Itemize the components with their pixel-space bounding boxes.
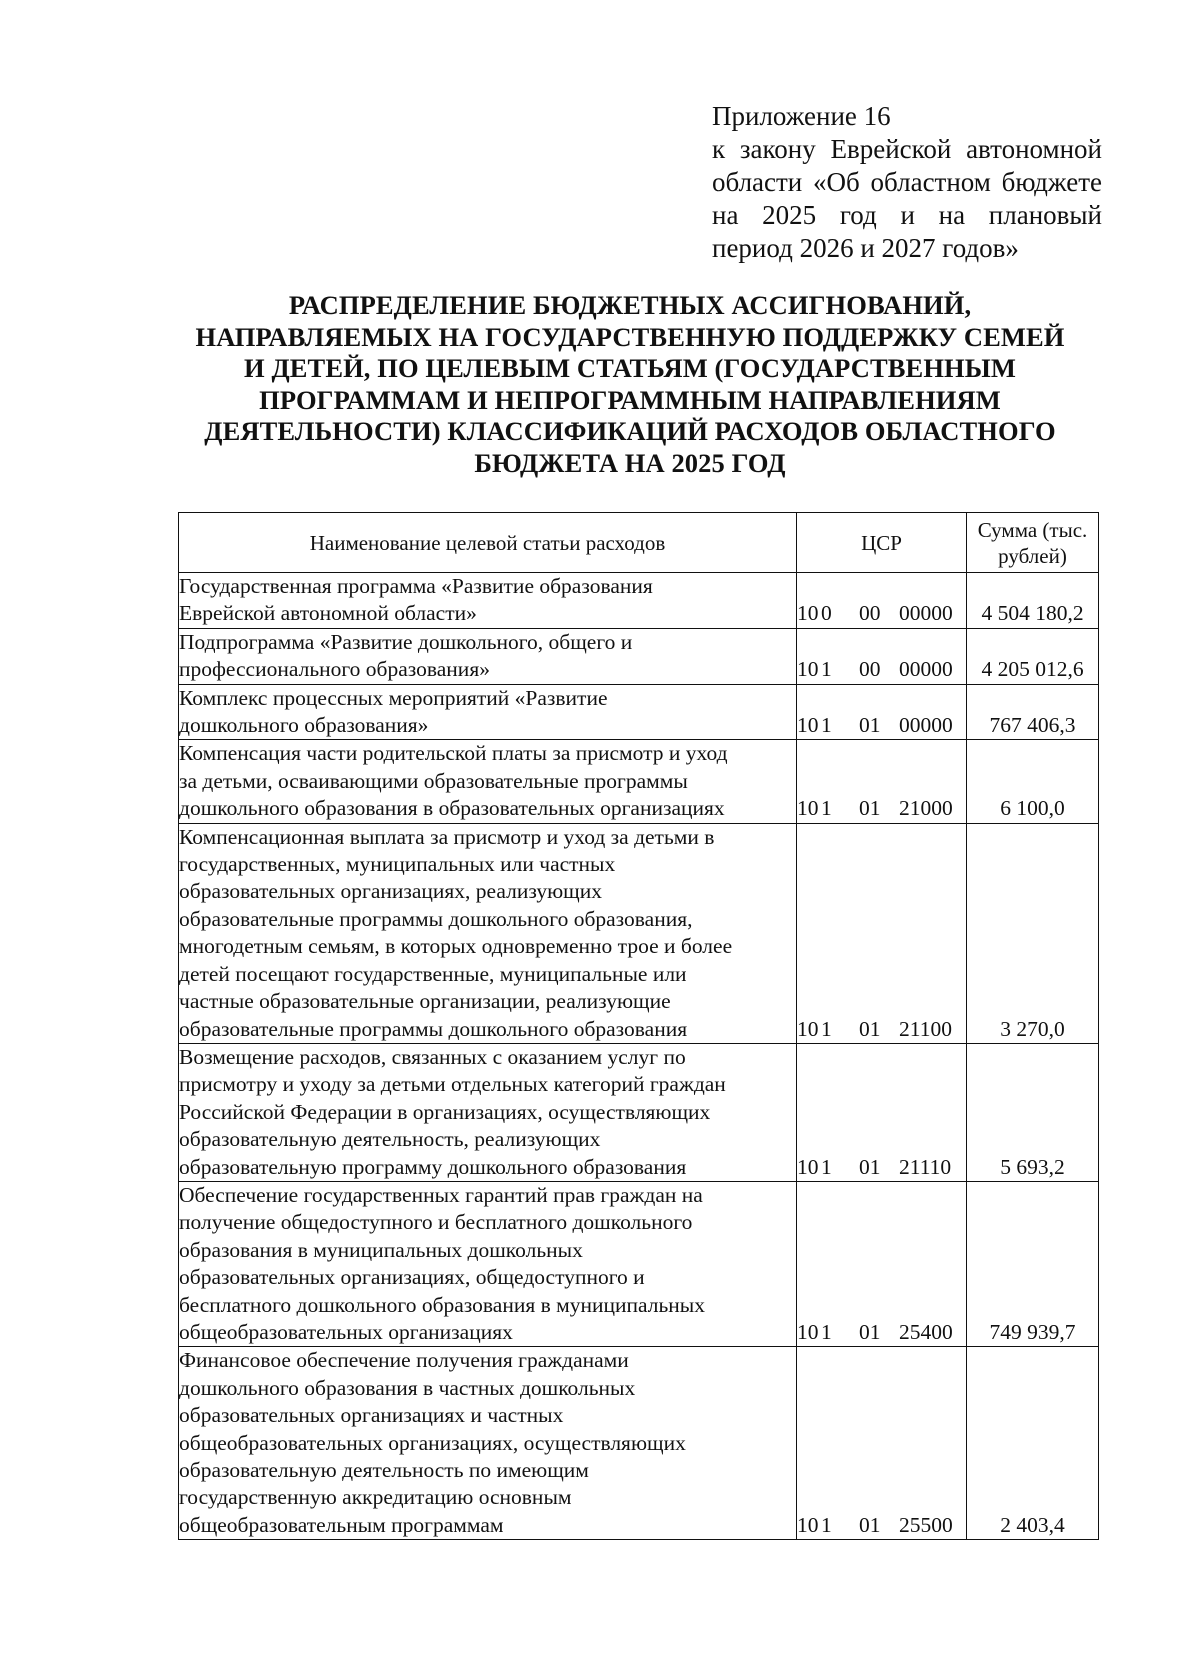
row-name-line: Государственная программа «Развитие образования <box>179 574 653 598</box>
row-name-cell <box>179 823 797 1043</box>
row-code-segment: 00000 <box>899 713 953 738</box>
row-name-cell <box>179 628 797 684</box>
row-code-segment: 00000 <box>899 657 953 682</box>
row-name-line: образовательную программу дошкольного образования <box>179 1154 687 1179</box>
row-sum-cell: 4 205 012,6 <box>967 628 1099 684</box>
table-row <box>179 1043 1099 1181</box>
row-name-line: получение общедоступного и бесплатного дошкольного <box>179 1210 693 1235</box>
row-code-cell <box>797 684 967 740</box>
row-code-segment: 1 <box>821 713 832 738</box>
row-name-line: Подпрограмма «Развитие дошкольного, общего и <box>179 629 633 654</box>
row-sum-cell: 6 100,0 <box>967 740 1099 823</box>
row-name-line: присмотру и уходу за детьми отдельных категорий граждан <box>179 1072 726 1097</box>
appendix-line-2: к закону Еврейской автономной <box>712 134 1102 164</box>
table-row <box>179 573 1099 629</box>
row-code-segment: 00000 <box>899 601 953 626</box>
row-code-segment: 1 <box>821 1016 832 1041</box>
row-code-segment: 00 <box>859 601 881 626</box>
row-name-line: общеобразовательных организациях <box>179 1319 513 1344</box>
row-code-cell <box>797 1181 967 1346</box>
row-name-cell <box>179 1181 797 1346</box>
row-code-segment: 10 <box>797 713 819 738</box>
row-name-line: Обеспечение государственных гарантий прав граждан на <box>179 1182 703 1207</box>
row-code-segment: 21000 <box>899 796 953 821</box>
appendix-number: Приложение 16 <box>712 101 891 131</box>
row-name-line: государственных, муниципальных или частных <box>179 852 616 877</box>
row-code-cell <box>797 1043 967 1181</box>
row-sum-cell: 767 406,3 <box>967 684 1099 740</box>
appendix-line-4: на 2025 год и на плановый <box>712 200 1102 230</box>
title-line: И ДЕТЕЙ, ПО ЦЕЛЕВЫМ СТАТЬЯМ (ГОСУДАРСТВЕННЫМ <box>244 353 1016 383</box>
row-name-cell <box>179 1347 797 1540</box>
row-code-segment: 25400 <box>899 1319 953 1344</box>
title-line: РАСПРЕДЕЛЕНИЕ БЮДЖЕТНЫХ АССИГНОВАНИЙ, <box>288 290 972 320</box>
row-code-segment: 10 <box>797 1319 819 1344</box>
header-sum <box>967 513 1099 573</box>
row-name-line: за детьми, осваивающими образовательные программы <box>179 768 688 793</box>
row-name-cell <box>179 684 797 740</box>
table-body <box>179 573 1099 1540</box>
row-code-segment: 01 <box>859 1319 881 1344</box>
row-sum-cell: 2 403,4 <box>967 1347 1099 1540</box>
row-name-line: образовательные программы дошкольного образования, <box>179 906 693 931</box>
title-line: НАПРАВЛЯЕМЫХ НА ГОСУДАРСТВЕННУЮ ПОДДЕРЖКУ СЕМЕЙ <box>195 321 1065 352</box>
document-title <box>150 290 1110 479</box>
title-line: ДЕЯТЕЛЬНОСТИ) КЛАССИФИКАЦИЙ РАСХОДОВ ОБЛАСТНОГО <box>204 416 1056 446</box>
row-code-segment: 01 <box>859 1512 881 1537</box>
appendix-line-5: период 2026 и 2027 годов» <box>712 233 1019 263</box>
row-name-line: общеобразовательным программам <box>179 1512 504 1537</box>
budget-table <box>178 512 1099 1540</box>
row-code-cell <box>797 740 967 823</box>
row-name-line: детей посещают государственные, муниципальные или <box>179 961 687 986</box>
row-code-segment: 01 <box>859 1154 881 1179</box>
appendix-line-3: области «Об областном бюджете <box>712 167 1102 197</box>
header-sum-line-2: рублей) <box>998 543 1067 568</box>
row-name-line: образовательных организациях, общедоступного и <box>179 1265 645 1290</box>
row-name-line: дошкольного образования» <box>179 713 429 738</box>
row-sum-cell: 749 939,7 <box>967 1181 1099 1346</box>
table-row <box>179 1347 1099 1540</box>
row-name-cell <box>179 740 797 823</box>
row-code-segment: 01 <box>859 796 881 821</box>
table-header-row <box>179 513 1099 573</box>
row-code-segment: 21110 <box>899 1154 952 1179</box>
row-code-segment: 10 <box>797 1016 819 1041</box>
row-code-segment: 10 <box>797 1512 819 1537</box>
header-sum-line-1: Сумма (тыс. <box>977 517 1088 542</box>
row-name-line: образовательных организациях, реализующих <box>179 879 602 904</box>
row-code-segment: 10 <box>797 1154 819 1179</box>
row-sum-cell: 3 270,0 <box>967 823 1099 1043</box>
row-code-segment: 01 <box>859 713 881 738</box>
row-name-line: бесплатного дошкольного образования в муниципальных <box>179 1292 705 1317</box>
table-row <box>179 684 1099 740</box>
row-code-segment: 25500 <box>899 1512 953 1537</box>
table-row <box>179 628 1099 684</box>
header-code: ЦСР <box>797 513 967 573</box>
row-name-line: Возмещение расходов, связанных с оказанием услуг по <box>179 1044 686 1069</box>
row-name-line: дошкольного образования в образовательных организациях <box>179 796 725 821</box>
row-code-cell <box>797 1347 967 1540</box>
row-code-segment: 1 <box>821 1154 832 1179</box>
row-sum-cell: 4 504 180,2 <box>967 573 1099 629</box>
row-code-segment: 1 <box>821 657 832 682</box>
row-code-segment: 00 <box>859 657 881 682</box>
row-name-line: частные образовательные организации, реализующие <box>179 989 671 1014</box>
row-code-cell <box>797 628 967 684</box>
title-line: БЮДЖЕТА НА 2025 ГОД <box>474 447 786 478</box>
row-name-line: образовательную деятельность по имеющим <box>179 1458 589 1482</box>
table-row <box>179 740 1099 823</box>
row-name-line: Компенсация части родительской платы за присмотр и уход <box>179 741 728 766</box>
row-code-segment: 21100 <box>899 1016 952 1041</box>
row-name-line: Еврейской автономной области» <box>179 601 477 626</box>
row-name-line: государственную аккредитацию основным <box>179 1485 572 1510</box>
row-code-segment: 1 <box>821 1512 832 1537</box>
row-code-cell <box>797 823 967 1043</box>
row-name-line: Российской Федерации в организациях, осуществляющих <box>179 1099 711 1124</box>
row-code-segment: 10 <box>797 601 819 626</box>
table-row <box>179 1181 1099 1346</box>
table-row <box>179 823 1099 1043</box>
row-name-line: дошкольного образования в частных дошкольных <box>179 1375 636 1400</box>
row-name-line: образовательную деятельность, реализующих <box>179 1127 601 1152</box>
row-code-cell <box>797 573 967 629</box>
row-name-cell <box>179 1043 797 1181</box>
row-name-line: образования в муниципальных дошкольных <box>179 1237 583 1262</box>
row-code-segment: 10 <box>797 796 819 821</box>
row-name-line: образовательные программы дошкольного образования <box>179 1016 688 1041</box>
row-code-segment: 01 <box>859 1016 881 1041</box>
row-name-line: Финансовое обеспечение получения гражданами <box>179 1348 629 1373</box>
row-name-line: образовательных организациях и частных <box>179 1403 564 1428</box>
row-name-line: профессионального образования» <box>179 657 490 682</box>
row-code-segment: 1 <box>821 1319 832 1344</box>
title-line: ПРОГРАММАМ И НЕПРОГРАММНЫМ НАПРАВЛЕНИЯМ <box>259 384 1001 415</box>
row-name-line: многодетным семьям, в которых одновременно трое и более <box>179 934 733 959</box>
row-code-segment: 10 <box>797 657 819 682</box>
row-name-line: общеобразовательных организациях, осуществляющих <box>179 1430 686 1455</box>
header-name: Наименование целевой статьи расходов <box>179 513 797 573</box>
row-code-segment: 1 <box>821 796 832 821</box>
row-name-line: Комплекс процессных мероприятий «Развитие <box>179 685 608 710</box>
appendix-header <box>712 100 1102 265</box>
row-name-cell <box>179 573 797 629</box>
row-code-segment: 0 <box>821 601 832 626</box>
row-name-line: Компенсационная выплата за присмотр и уход за детьми в <box>179 824 715 849</box>
row-sum-cell: 5 693,2 <box>967 1043 1099 1181</box>
